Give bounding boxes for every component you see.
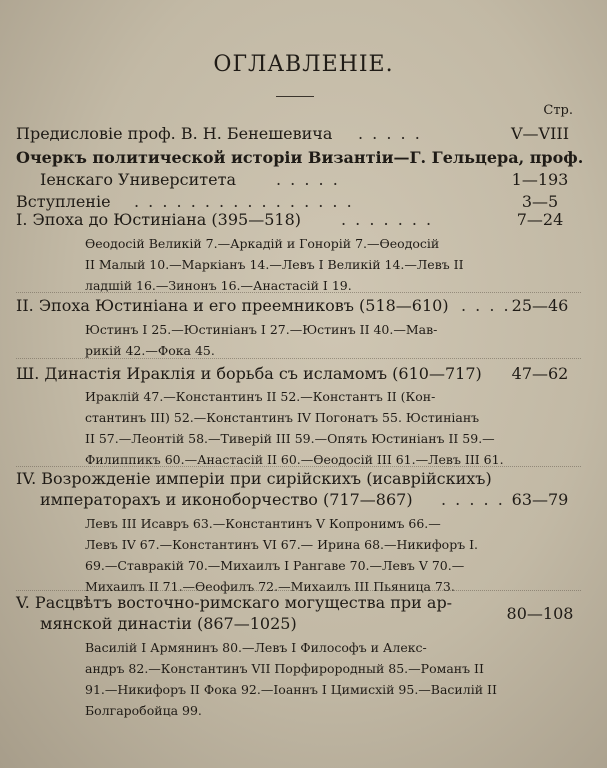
dot-leader: . . . . . . . . . . . . . . . . [134,192,354,211]
toc-entry-pages: 80—108 [506,604,574,623]
sub-line: Филиппикъ 60.—Анастасій II 60.—Ѳеодосій III 61.—Левъ III 61. [85,452,504,467]
sub-line: Ираклій 47.—Константинъ II 52.—Константъ II (Кон- [85,389,436,404]
toc-entry-pages: 63—79 [511,490,569,509]
sub-line: рикій 42.—Фока 45. [85,343,215,358]
sub-line: II Малый 10.—Маркіанъ 14.—Левъ I Великій 14.—Левъ II [85,257,464,272]
toc-entry-text: Очеркъ политической исторіи Византіи—Г. Гельцера, проф. [16,148,584,167]
section-divider [16,358,581,359]
sub-line: II 57.—Леонтій 58.—Тиверій III 59.—Опять Юстиніанъ II 59.— [85,431,495,446]
sub-line: стантинъ III) 52.—Константинъ IV Погонатъ 55. Юстиніанъ [85,410,480,425]
chapter-5-contents [85,637,577,721]
sub-line: Ѳеодосій Великій 7.—Аркадій и Гонорій 7.—Ѳеодосій [85,236,440,251]
toc-entry-text-cont: мянской династіи (867—1025) [40,614,297,633]
toc-entry-text: Ш. Династія Ираклія и борьба съ исламомъ (610—717) [16,364,482,383]
page-title: ОГЛАВЛЕНІЕ. [213,52,394,77]
sub-line: Левъ III Исавръ 63.—Константинъ V Копронимъ 66.— [85,516,441,531]
toc-entry-pages: 1—193 [511,170,569,189]
toc-entry-text: Предисловіе проф. В. Н. Бенешевича [16,124,333,143]
sub-line: 69.—Ставракій 70.—Михаилъ I Рангаве 70.—Левъ V 70.— [85,558,465,573]
sub-line: Василій I Армянинъ 80.—Левъ I Философъ и Алекс- [85,640,427,655]
toc-entry-text: IV. Возрожденіе имперіи при сирійскихъ (исаврійскихъ) [16,469,492,488]
toc-entry-pages: 25—46 [511,296,569,315]
dot-leader: . . . . . [441,490,505,509]
toc-entry-pages: V—VIII [510,124,570,143]
toc-entry-text-cont: Іенскаго Университета [40,170,236,189]
chapter-2-contents [85,319,577,361]
toc-entry-text: I. Эпоха до Юстиніана (395—518) [16,210,301,229]
chapter-3-contents [85,386,577,470]
dot-leader: . . . . . [276,170,340,189]
dot-leader: . . . . . [358,124,422,143]
dot-leader: . . . . [461,296,511,315]
chapter-4-contents [85,513,577,597]
section-divider [16,292,581,293]
toc-entry-text: II. Эпоха Юстиніана и его преемниковъ (518—610) [16,296,449,315]
chapter-1-contents [85,233,577,296]
toc-entry-pages: 47—62 [511,364,569,383]
toc-entry-text: Вступленіе [16,192,111,211]
sub-line: андръ 82.—Константинъ VII Порфирородный 85.—Романъ II [85,661,484,676]
page-column-label: Стр. [543,103,573,118]
sub-line: 91.—Никифоръ II Фока 92.—Іоаннъ I Цимисхій 95.—Василій II [85,682,497,697]
sub-line: Михаилъ II 71.—Ѳеофилъ 72.—Михаилъ III Пьяница 73. [85,579,455,594]
section-divider [16,590,581,591]
sub-line: ладшій 16.—Зинонъ 16.—Анастасій I 19. [85,278,352,293]
toc-entry-text: V. Расцвѣтъ восточно-римскаго могущества при ар- [16,593,453,612]
sub-line: Болгаробойца 99. [85,703,202,718]
sub-line: Левъ IV 67.—Константинъ VI 67.— Ирина 68.—Никифоръ I. [85,537,479,552]
title-rule [276,96,314,97]
sub-line: Юстинъ I 25.—Юстиніанъ I 27.—Юстинъ II 40.—Мав- [85,322,438,337]
toc-entry-pages: 7—24 [516,210,564,229]
toc-entry-text-cont: императорахъ и иконоборчество (717—867) [40,490,413,509]
dot-leader: . . . . . . . [341,210,434,229]
toc-entry-pages: 3—5 [521,192,559,211]
section-divider [16,466,581,467]
